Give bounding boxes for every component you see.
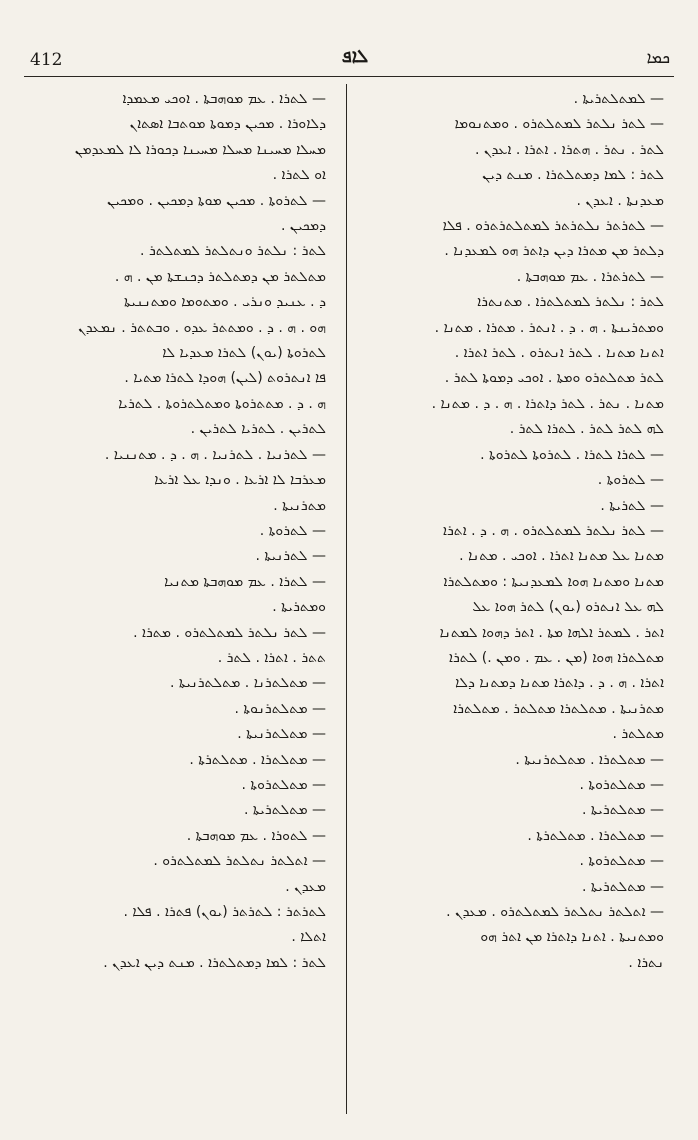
right-column-line: — ܠܬܪܝܬܐ . (600, 497, 664, 514)
left-column-line: ܗ . ܕ . ܡܬܬܪܘܬܐ ܘܡܬܠܬܪܘܬܐ . ܠܬܪܝܐ (118, 395, 326, 412)
right-column-line: — ܠܬܪܬܪ ܢܠܬܪܬܪ ܠܡܬܠܬܪܬܪܘ . ܦܠܐ (442, 218, 664, 235)
right-column (364, 88, 664, 1118)
right-column-line: ܡܬܪܢܝܬܐ . ܡܬܠܬܪܐ ܡܬܠܬܪ . ܡܬܠܬܪܐ (453, 700, 664, 717)
right-column-line: ܠܬܪ . ܢܬܪ . ܗܬܪܐ . ܐܬܪܐ . ܐܥܕܢ . (474, 141, 664, 158)
left-column-line: ܠܬܪܘܬܐ (ܝܘܢ) ܠܬܪܐ ܡܥܕܝܐ ܠܐ (162, 345, 326, 362)
left-column-line: — ܡܬܠܬܪܘܬܐ . (241, 776, 326, 793)
left-column-line: — ܠܬܪܐ . ܥܡ ܡܘܗܒܬܐ ܡܬܢܝܐ (164, 573, 326, 590)
right-column-line: — ܠܬܪܘܬܐ . (597, 472, 664, 489)
left-column-line: ܗܘ . ܗ . ܕ . ܘܡܬܬܪ ܥܕܘ . ܘܒܬܬܪ . ܢܡܥܕܢ (78, 319, 326, 336)
right-column-line: ܠܗ ܥܠ ܐܢܬܪܘ (ܝܘܢ) ܠܬܪ ܗܘܐ ܥܠ (472, 599, 664, 616)
page-header (0, 0, 698, 90)
right-column-line: ܡܬܢܐ . ܢܬܪ . ܠܬܪ ܕܐܬܪܐ . ܗ . ܕ . ܡܬܢܐ . (431, 395, 664, 412)
left-column-line: — ܠܬܪܢܝܐ . ܠܬܪܢܝܐ . ܗ . ܕ . ܡܬܢܢܝܐ . (104, 446, 326, 463)
right-column-line: — ܡܬܠܬܪܝܬܐ . (582, 878, 664, 895)
right-column-line: — ܡܬܠܬܪܐ . ܡܬܠܬܪܬܐ . (527, 827, 664, 844)
left-column-line: ܕܡܟܝܢ . (281, 218, 326, 235)
left-column-line: — ܐܬܠܬܪ ܢܬܠܬܪ ܠܡܬܠܬܪܘ . (153, 853, 326, 870)
left-column-line: — ܡܬܠܬܪܢܝܬܐ . (237, 726, 326, 743)
left-column-line: ܡܥܪܒܐ ܠܐ ܐܪܥܐ . ܘܢܕܐ ܥܠ ܐܪܥܐ (154, 472, 326, 489)
right-column-line: — ܠܡܬܠܬܪܝܬܐ . (573, 91, 664, 107)
right-column-line: ܠܗ ܠܬܪ ܠܬܪ . ܠܬܪܐ ܠܬܪ . (509, 421, 664, 438)
right-column-line: — ܡܬܠܬܪܝܬܐ . (582, 802, 664, 819)
right-column-line: ܐܬܪ . ܠܡܬܪ ܐܠܗܐ ܡܬܐ . ܐܬܪ ܕܗܘܐ ܠܡܬܢܐ (439, 624, 664, 641)
right-column-line: ܡܥܕܢܬܐ . ܐܥܕܢ . (576, 192, 664, 209)
right-column-line: — ܡܬܠܬܪܘܬܐ . (579, 853, 664, 870)
left-column-line: ܐܬܠܐ . (291, 929, 326, 946)
left-column-line: ܠܬܪܝܢ . ܠܬܪܝܐ ܠܬܪܝܢ . (190, 421, 326, 438)
right-column-line: ܡܬܢܐ ܥܠ ܡܬܢܐ ܐܬܪܐ . ܐܘܟܝ . ܡܬܢܐ . (459, 548, 664, 565)
left-column-line: ܡܥܕܢ . (285, 878, 326, 895)
right-column-line: ܘܡܬܪܝܢܬܐ . ܗ . ܕ . ܐܢܬܪ . ܡܬܪܐ . ܡܬܢܐ . (434, 319, 664, 336)
right-column-line: — ܠܬܪ ܢܠܬܪ ܠܡܬܠܬܪܘ . ܘܡܬܢܘܡܐ (454, 116, 664, 133)
left-column-line: ܕܠܐܘܪܐ . ܡܟܝܢ ܕܡܘܬܐ ܡܘܬܒܐ ܐܣܬܐܢ (129, 116, 326, 133)
left-column-line: ܐܘ ܠܬܪܐ . (272, 167, 326, 184)
right-column-line: ܕܠܬܪ ܡܢ ܡܬܪܐ ܕܝܢ ܕܐܬܪ ܗܘ ܠܡܥܕܢܐ . (444, 243, 664, 260)
left-column-line: — ܠܬܪܘܬܐ . (259, 522, 326, 539)
left-column-line: — ܠܬܪܢܝܬܐ . (255, 548, 326, 565)
right-column-line: ܡܬܠܬܪ . (612, 726, 664, 743)
left-column-line: — ܡܬܠܬܪܝܬܐ . (244, 802, 326, 819)
left-column-line: — ܡܬܠܬܪܢܘܬܐ . (234, 700, 326, 717)
column-divider (346, 84, 347, 1114)
right-column-line: ܐܬܢܐ ܡܬܢܐ . ܠܬܪ ܐܢܬܪܘ . ܠܬܪ ܐܬܪܐ . (454, 345, 664, 362)
header-rule (24, 76, 674, 77)
right-column-line: ܘܡܬܢܝܬܐ . ܐܬܢܐ ܕܐܬܪܐ ܡܢ ܐܬܪ ܗܘ (480, 929, 664, 946)
right-column-line: ܠܬܪ ܡܬܠܬܪܘ ܘܡܬܐ . ܐܘܟܝ ܕܡܘܬܐ ܠܬܪ . (444, 370, 664, 387)
running-head: ܠܐܦ (341, 46, 369, 67)
right-column-line: ܠܬܪ : ܢܠܬܪ ܠܡܬܠܬܪܐ . ܡܬܢܬܪܐ (477, 294, 664, 311)
left-column-line: ܡܬܪܢܝܬܐ . (273, 497, 326, 514)
left-column-line: — ܡܬܠܬܪܢܐ . ܡܬܠܬܪܢܝܬܐ . (170, 675, 326, 692)
right-column-line: ܐܬܪܐ . ܗ . ܕ . ܕܐܬܪܐ ܡܬܢܐ ܕܡܬܢܐ ܕܠܐ (455, 675, 664, 692)
page-number: 412 (30, 50, 63, 70)
left-column (26, 88, 326, 1118)
right-column-line: — ܡܬܠܬܪܐ . ܡܬܠܬܪܢܝܬܐ . (515, 751, 664, 768)
left-column-line: ܦܐ ܐܢܬܪܘܬ (ܠܝܢ) ܗܘܕܐ ܠܬܪܐ ܡܬܝܐ . (124, 370, 326, 387)
left-column-line: ܡܬܠܬܪ ܡܢ ܕܡܬܠܬܪ ܕܟܢܫܬܐ ܡܢ . ܗ . (114, 268, 326, 285)
left-column-line: — ܠܬܪܘܬܐ . ܡܟܝܢ ܡܘܬܐ ܕܡܟܝܢ . ܘܡܟܝܢ (107, 192, 326, 209)
left-column-line: ܡܚܠܐ ܡܚܝܢܐ ܡܚܠܐ ܡܚܝܢܐ ܕܟܘܪܐ ܠܐ ܠܡܥܕܡܢ (74, 141, 326, 158)
left-column-line: ܕ . ܥܢܝܕ ܘܢܪܝ . ܘܡܬܘܡܐ ܘܡܬܢܢܝܬܐ (124, 294, 326, 311)
left-column-line: — ܡܬܠܬܪܐ . ܡܬܠܬܪܬܐ . (189, 751, 326, 768)
left-column-line: — ܠܬܪܐ . ܥܡ ܡܘܗܒܬܐ . ܐܘܟܝ ܡܥܡܕܐ (122, 91, 326, 107)
right-column-line: — ܡܬܠܬܪܘܬܐ . (579, 776, 664, 793)
right-column-line: ܡܬܢܐ ܘܡܬܢܐ ܗܘܐ ܠܡܥܕܢܝܬܐ : ܘܡܬܠܬܪܐ (443, 573, 664, 590)
right-column-line: ܡܬܠܬܪܐ ܗܘܐ (ܡܢ . ܥܡ . ܘܡܢ .) ܠܬܪܐ (449, 649, 664, 666)
left-column-line: ܬܬܪ . ܐܬܪܐ . ܠܬܪ . (217, 649, 326, 666)
running-head-right: ܟܡܐ (646, 48, 670, 67)
right-column-line: — ܠܬܪܐ ܠܬܪܐ . ܠܬܪܘܬܐ ܠܬܪܘܬܐ . (480, 446, 664, 463)
right-column-line: — ܐܬܠܬܪ ܢܬܠܬܪ ܠܡܬܠܬܪܘ . ܡܥܕܢ . (446, 904, 664, 920)
left-column-line: ܠܬܪ : ܢܠܬܪ ܘܢܬܠܬܪ ܠܡܬܠܬܪ . (140, 243, 326, 260)
left-column-line: ܠܬܪܬܪ : ܠܬܪܬܪ (ܝܘܢ) ܦܬܪܐ . ܦܠܐ . (123, 904, 326, 920)
right-column-line: ܠܬܪ : ܠܡܐ ܕܡܬܠܬܪܐ . ܡܢܬ ܕܝܢ (482, 167, 664, 184)
right-column-line: — ܠܬܪ ܢܠܬܪ ܠܡܬܠܬܪܘ . ܗ . ܕ . ܐܬܪܐ (443, 522, 664, 539)
right-column-line: ܢܬܪܐ . (628, 954, 664, 971)
left-column-line: — ܠܬܪ ܢܠܬܪ ܠܡܬܠܬܪܘ . ܡܬܪܐ . (133, 624, 326, 641)
left-column-line: ܘܡܬܪܝܬܐ . (272, 599, 326, 616)
left-column-line: ܠܬܪ : ܠܡܐ ܕܡܬܠܬܪܐ . ܡܢܬ ܕܝܢ ܐܥܕܢ . (103, 954, 326, 971)
right-column-line: — ܠܬܪܬܪܐ . ܥܡ ܡܘܗܒܬܐ . (516, 268, 664, 285)
left-column-line: — ܠܬܘܪܐ . ܥܡ ܡܘܗܒܬܐ . (186, 827, 326, 844)
